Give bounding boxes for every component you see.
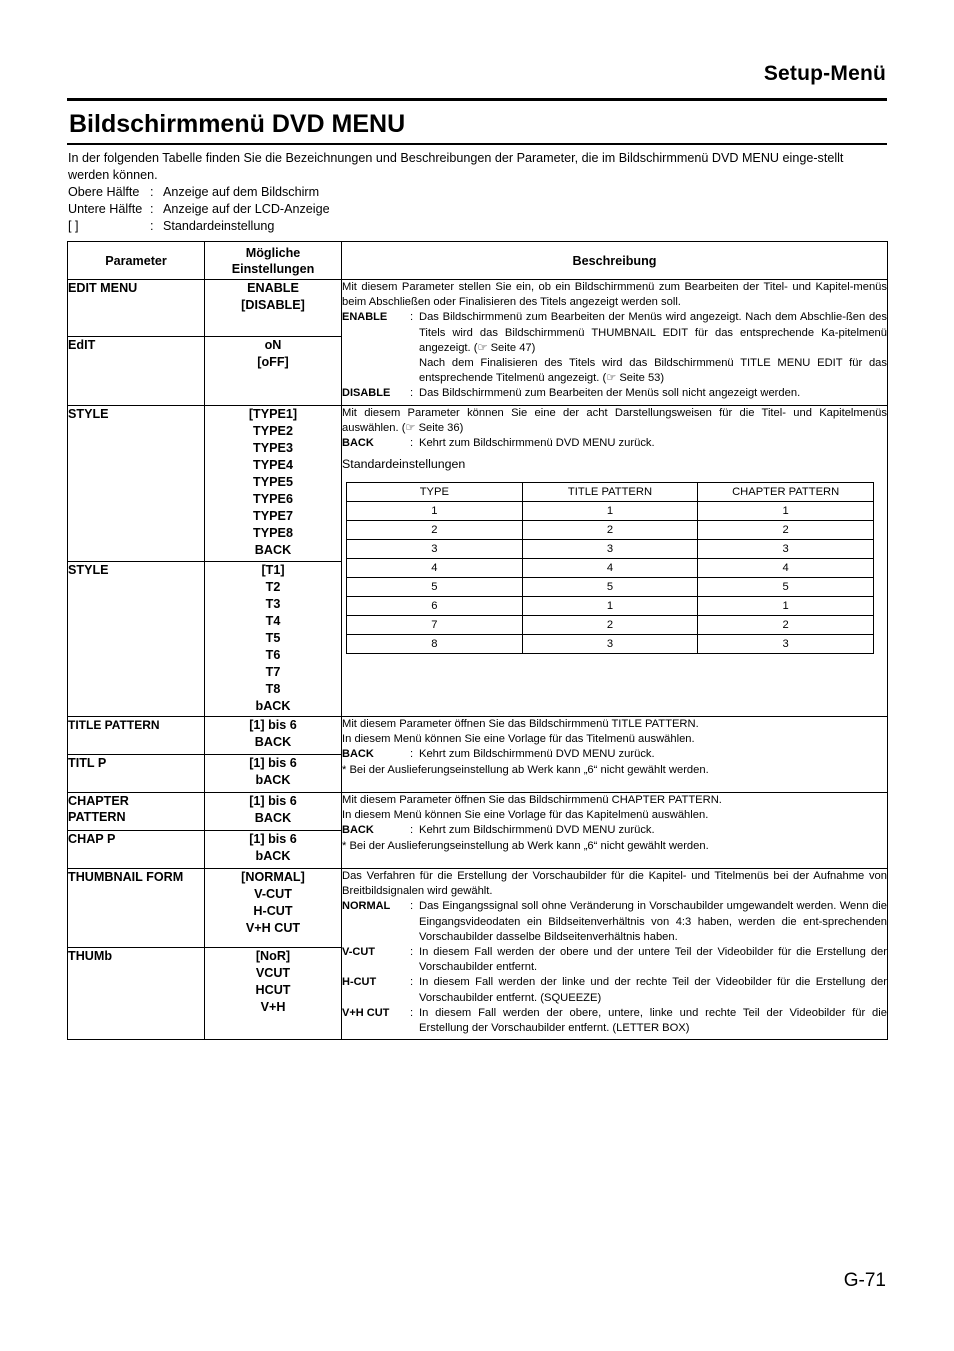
value: T2 — [265, 580, 281, 594]
param-title-pattern: TITLE PATTERN — [68, 717, 205, 755]
param-style-lcd: STYLE — [68, 562, 205, 717]
desc-thumbnail-form — [342, 869, 888, 1040]
param-thumbnail-form: THUMBNAIL FORM — [68, 869, 205, 948]
value: TYPE8 — [253, 526, 293, 540]
page-number: G-71 — [843, 1270, 886, 1291]
values-edit-menu — [205, 280, 342, 337]
header-rule — [67, 98, 887, 101]
defaults-col-chapter: CHAPTER PATTERN — [698, 482, 874, 501]
desc-key: ENABLE — [342, 311, 388, 324]
legend-value: Anzeige auf der LCD-Anzeige — [163, 202, 330, 216]
desc-text: Das Bildschirmmenü zum Bearbeiten der Menüs soll nicht angezeigt werden. — [419, 387, 801, 400]
desc-colon: : — [410, 437, 414, 450]
desc-key: NORMAL — [342, 900, 391, 913]
param-line: PATTERN — [68, 810, 126, 824]
value: T7 — [265, 665, 281, 679]
desc-note: * Bei der Auslieferungseinstellung ab Werk kann „6“ nicht gewählt werden. — [342, 839, 709, 852]
desc-colon: : — [410, 387, 414, 400]
desc-key: V+H CUT — [342, 1006, 390, 1019]
desc-item — [342, 436, 887, 451]
header-parameter: Parameter — [68, 242, 205, 280]
cell: 2 — [698, 615, 874, 634]
desc-text: In diesem Fall werden der obere und der untere Teil der Videobilder für die Erstellung der Vorschaubilder entfernt. — [419, 946, 887, 974]
header-settings-line1: Mögliche — [245, 245, 301, 260]
cell: 1 — [698, 596, 874, 615]
cell: 8 — [347, 634, 523, 653]
desc-intro: Mit diesem Parameter können Sie eine der acht Darstellungsweisen für die Titel- und Kapitelmenüs auswählen. (☞ Seite 36) — [342, 407, 887, 435]
cell: 2 — [522, 520, 698, 539]
value: [oFF] — [257, 355, 289, 369]
param-chapter-pattern-lcd: CHAP P — [68, 831, 205, 869]
desc-text: Kehrt zum Bildschirmmenü DVD MENU zurück. — [419, 824, 655, 837]
cell: 3 — [698, 634, 874, 653]
values-chapter-pattern-lcd — [205, 831, 342, 869]
cell: 4 — [522, 558, 698, 577]
desc-key: BACK — [342, 437, 374, 450]
section-title: Setup-Menü — [763, 62, 886, 85]
defaults-row — [347, 615, 874, 634]
defaults-table — [346, 482, 874, 654]
desc-key: BACK — [342, 824, 374, 837]
value: [NoR] — [255, 949, 291, 963]
value: V+H CUT — [245, 921, 301, 935]
desc-item — [342, 823, 887, 838]
table-row — [68, 793, 888, 831]
desc-text: Kehrt zum Bildschirmmenü DVD MENU zurück. — [419, 437, 655, 450]
value: HCUT — [255, 983, 291, 997]
desc-key: H-CUT — [342, 976, 377, 989]
defaults-col-title: TITLE PATTERN — [522, 482, 698, 501]
page-title: Bildschirmmenü DVD MENU — [69, 110, 406, 138]
param-edit-menu: EDIT MENU — [68, 280, 205, 337]
cell: 1 — [698, 501, 874, 520]
value: TYPE7 — [253, 509, 293, 523]
cell: 1 — [522, 501, 698, 520]
desc-chapter-pattern — [342, 793, 888, 869]
desc-key: BACK — [342, 748, 374, 761]
legend-sep: : — [150, 202, 154, 216]
desc-text: Kehrt zum Bildschirmmenü DVD MENU zurück. — [419, 748, 655, 761]
intro-text: In der folgenden Tabelle finden Sie die Bezeichnungen und Beschreibungen der Parameter, die im Bildschirmmenü DVD MENU einge-stellt werden können. — [68, 151, 844, 182]
value: T8 — [265, 682, 281, 696]
cell: 2 — [522, 615, 698, 634]
table-row — [68, 869, 888, 948]
legend-row — [68, 218, 887, 235]
value: [1] bis 6 — [249, 756, 297, 770]
defaults-label: Standardeinstellungen — [342, 456, 466, 471]
desc-colon: : — [410, 976, 414, 989]
legend-key: [ ] — [68, 219, 79, 233]
desc-item — [342, 1006, 887, 1036]
value: TYPE4 — [253, 458, 293, 472]
desc-item — [342, 975, 887, 1005]
header-settings-line2: Einstellungen — [231, 261, 315, 276]
cell: 1 — [347, 501, 523, 520]
cell: 3 — [347, 539, 523, 558]
desc-colon: : — [410, 1006, 414, 1019]
desc-item — [342, 386, 887, 401]
value: bACK — [255, 773, 291, 787]
desc-line: Mit diesem Parameter öffnen Sie das Bildschirmmenü TITLE PATTERN. — [342, 718, 699, 730]
values-edit-lcd — [205, 337, 342, 406]
header-settings — [205, 242, 342, 280]
defaults-row — [347, 558, 874, 577]
value: V+H — [260, 1000, 286, 1014]
legend-sep: : — [150, 219, 154, 233]
desc-intro: Mit diesem Parameter stellen Sie ein, ob ein Bildschirmmenü zum Bearbeiten der Titel- und Kapitel-menüs beim Abschließen oder Finalisieren des Titels angezeigt werden soll. — [342, 281, 887, 309]
legend-key: Untere Hälfte — [68, 202, 143, 216]
param-line: CHAPTER — [68, 794, 129, 808]
value: oN — [264, 338, 282, 352]
cell: 3 — [522, 539, 698, 558]
value: [1] bis 6 — [249, 832, 297, 846]
cell: 3 — [698, 539, 874, 558]
desc-text: Das Eingangssignal soll ohne Veränderung in Vorschaubilder umgewandelt werden. Wenn die Eingangsvideodaten ein Bildseitenverhältnis von 4:3 haben, werden die ent-sprechenden Vorschaubilder dasselbe Bildseitenverhältnis haben. — [419, 900, 887, 943]
cell: 7 — [347, 615, 523, 634]
value: [NORMAL] — [241, 870, 305, 884]
param-chapter-pattern — [68, 793, 205, 831]
param-title-pattern-lcd: TITL P — [68, 755, 205, 793]
header-description: Beschreibung — [342, 242, 888, 280]
value: TYPE5 — [253, 475, 293, 489]
value: VCUT — [255, 966, 291, 980]
table-header-row — [68, 242, 888, 280]
desc-intro: Das Verfahren für die Erstellung der Vorschaubilder für die Kapitel- und Titelmenüs bei der Aufnahme von Breitbildsignalen wird gewählt. — [342, 870, 887, 898]
value: BACK — [254, 811, 292, 825]
value: [TYPE1] — [248, 407, 298, 421]
cell: 4 — [698, 558, 874, 577]
enable-text-2: Nach dem Finalisieren des Titels wird das Bildschirmmenü TITLE MENU EDIT für das entsprechende Titelmenü angezeigt. (☞ Seite 53) — [419, 357, 887, 385]
desc-key: V-CUT — [342, 946, 375, 959]
table-row — [68, 280, 888, 337]
parameter-table — [67, 241, 888, 1040]
value: [DISABLE] — [241, 298, 305, 312]
defaults-header-row — [347, 482, 874, 501]
legend-value: Standardeinstellung — [163, 219, 275, 233]
desc-text — [419, 310, 887, 386]
cell: 5 — [522, 577, 698, 596]
cell: 6 — [347, 596, 523, 615]
value: V-CUT — [254, 887, 292, 901]
param-style: STYLE — [68, 406, 205, 562]
cell: 3 — [522, 634, 698, 653]
desc-colon: : — [410, 311, 414, 324]
desc-style — [342, 406, 888, 717]
values-title-pattern — [205, 717, 342, 755]
legend-value: Anzeige auf dem Bildschirm — [163, 185, 320, 199]
desc-line: In diesem Menü können Sie eine Vorlage für das Titelmenü auswählen. — [342, 733, 695, 746]
value: T4 — [265, 614, 281, 628]
value: bACK — [255, 699, 291, 713]
cell: 2 — [347, 520, 523, 539]
values-thumbnail-lcd — [205, 948, 342, 1040]
desc-colon: : — [410, 946, 414, 959]
defaults-row — [347, 520, 874, 539]
desc-text: In diesem Fall werden der obere, untere, linke und rechte Teil der Videobilder für die Erstellung der Vorschaubilder entfernt. (LETTER BOX) — [419, 1006, 887, 1035]
defaults-row — [347, 577, 874, 596]
legend-key: Obere Hälfte — [68, 185, 140, 199]
value: BACK — [254, 735, 292, 749]
values-chapter-pattern — [205, 793, 342, 831]
desc-item — [342, 310, 887, 386]
cell: 1 — [522, 596, 698, 615]
desc-line: Mit diesem Parameter öffnen Sie das Bildschirmmenü CHAPTER PATTERN. — [342, 794, 722, 806]
legend-row — [68, 201, 887, 218]
desc-item — [342, 747, 887, 762]
values-title-pattern-lcd — [205, 755, 342, 793]
cell: 5 — [698, 577, 874, 596]
value: H-CUT — [253, 904, 293, 918]
defaults-col-type: TYPE — [347, 482, 523, 501]
table-row — [68, 717, 888, 755]
values-style — [205, 406, 342, 562]
defaults-row — [347, 501, 874, 520]
desc-key: DISABLE — [342, 387, 391, 400]
cell: 4 — [347, 558, 523, 577]
defaults-row — [347, 539, 874, 558]
desc-note: * Bei der Auslieferungseinstellung ab Werk kann „6“ nicht gewählt werden. — [342, 763, 709, 776]
legend-sep: : — [150, 185, 154, 199]
values-style-lcd — [205, 562, 342, 717]
value: T5 — [265, 631, 281, 645]
defaults-row — [347, 596, 874, 615]
value: BACK — [254, 543, 292, 557]
value: T3 — [265, 597, 281, 611]
value: [T1] — [261, 563, 285, 577]
desc-item — [342, 945, 887, 975]
desc-colon: : — [410, 824, 414, 837]
desc-text: In diesem Fall werden der linke und der rechte Teil der Videobilder für die Erstellung der Vorschaubilder entfernt. (SQUEEZE) — [419, 976, 887, 1004]
desc-line: In diesem Menü können Sie eine Vorlage für das Kapitelmenü auswählen. — [342, 809, 709, 822]
param-edit-lcd: EdIT — [68, 337, 205, 406]
value: TYPE3 — [253, 441, 293, 455]
title-rule — [67, 143, 887, 145]
desc-colon: : — [410, 748, 414, 761]
value: ENABLE — [247, 281, 299, 295]
cell: 2 — [698, 520, 874, 539]
values-thumbnail-form — [205, 869, 342, 948]
value: bACK — [255, 849, 291, 863]
enable-text-1: Das Bildschirmmenü zum Bearbeiten der Menüs wird angezeigt. Nach dem Abschlie-ßen des Titels wird das Bildschirmmenü THUMBNAIL EDIT für das entsprechende Ka-pitelmenü angezeigt. (☞ Seite 47) — [419, 311, 887, 354]
table-row — [68, 406, 888, 562]
desc-item — [342, 899, 887, 945]
desc-title-pattern — [342, 717, 888, 793]
param-thumbnail-lcd: THUMb — [68, 948, 205, 1040]
desc-colon: : — [410, 900, 414, 913]
value: [1] bis 6 — [249, 718, 297, 732]
desc-edit-menu — [342, 280, 888, 406]
value: [1] bis 6 — [249, 794, 297, 808]
value: TYPE2 — [253, 424, 293, 438]
value: T6 — [265, 648, 281, 662]
defaults-row — [347, 634, 874, 653]
intro — [68, 150, 887, 235]
value: TYPE6 — [253, 492, 293, 506]
legend-row — [68, 184, 887, 201]
cell: 5 — [347, 577, 523, 596]
